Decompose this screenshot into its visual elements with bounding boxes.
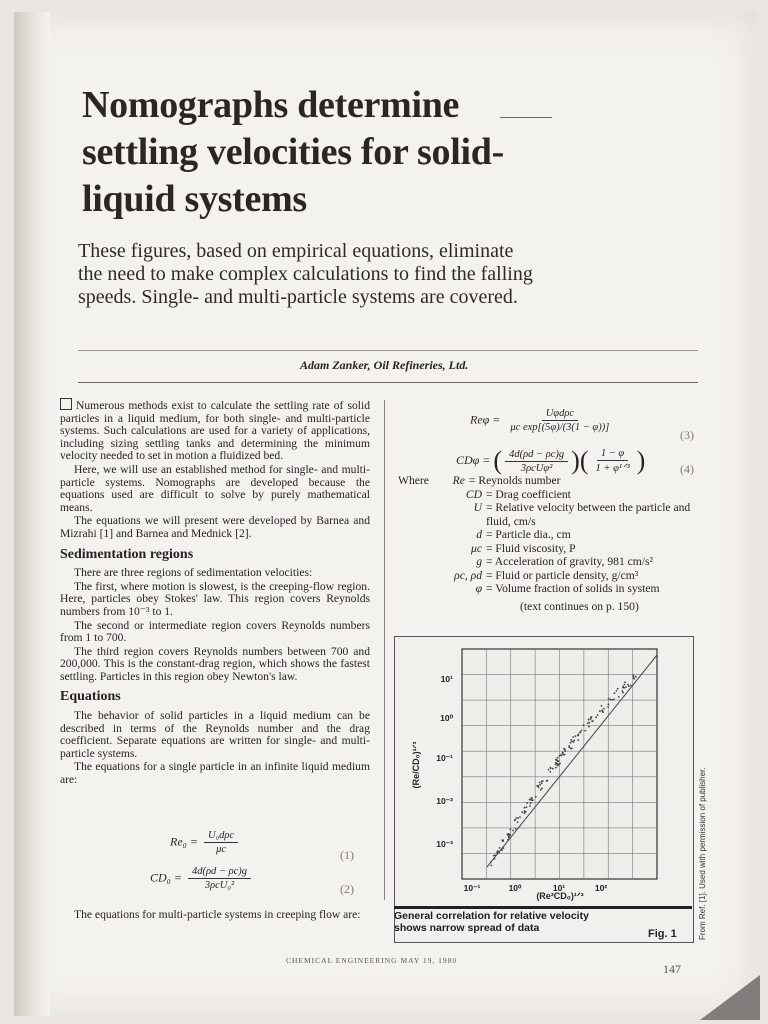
data-point <box>570 742 572 744</box>
data-point <box>599 710 601 712</box>
equation-1-number: (1) <box>340 848 354 862</box>
nomenclature-row: φ = Volume fraction of solids in system <box>475 582 660 595</box>
data-point <box>622 686 624 688</box>
data-point <box>584 730 586 732</box>
data-point <box>493 855 495 857</box>
data-point <box>539 784 541 786</box>
data-point <box>537 785 539 787</box>
journal-footer: CHEMICAL ENGINEERING MAY 19, 1980 <box>286 956 458 965</box>
data-point <box>521 811 523 813</box>
nomenclature-row: Where Re = Reynolds number <box>398 474 561 487</box>
data-point <box>510 828 512 830</box>
data-point <box>588 726 590 728</box>
data-point <box>561 755 563 757</box>
nomenclature-row: μc = Fluid viscosity, P <box>471 541 576 555</box>
figure-caption: General correlation for relative velocity shows narrow spread of data <box>394 910 589 934</box>
data-point <box>570 739 572 741</box>
data-point <box>563 748 565 750</box>
data-point <box>588 719 590 721</box>
data-point <box>607 706 609 708</box>
data-point <box>531 799 533 801</box>
data-point <box>568 746 570 748</box>
data-point <box>502 839 504 841</box>
y-tick-label: 10¹ <box>440 674 453 684</box>
paragraph: There are three regions of sedimentation velocities: <box>74 566 313 580</box>
data-point <box>490 861 492 863</box>
data-point <box>579 732 581 734</box>
byline-rule-bottom <box>78 382 698 383</box>
y-tick-label: 10⁻² <box>436 796 453 806</box>
data-point <box>555 767 557 769</box>
data-point <box>577 735 579 737</box>
paragraph: The third region covers Reynolds numbers between 700 and 200,000. This is the constant-drag region, which shows the fastest settling. Particles in this region obey Newton's law. <box>60 644 370 683</box>
data-point <box>512 830 514 832</box>
body-column-left-tail <box>60 909 370 923</box>
data-point <box>497 850 499 852</box>
body-column-left <box>60 398 370 788</box>
y-tick-label: 10⁰ <box>440 713 453 723</box>
data-point <box>501 849 503 851</box>
data-point <box>526 806 528 808</box>
x-tick-label: 10¹ <box>552 883 566 893</box>
nomenclature-row: d = Particle dia., cm <box>476 528 571 541</box>
data-point <box>571 748 573 750</box>
data-point <box>564 754 566 756</box>
paragraph: The behavior of solid particles in a liquid medium can be described in terms of the Reynolds number and the drag coefficient. Separate equations are written for single- and multi-particle systems. <box>60 709 370 760</box>
data-point <box>541 782 543 784</box>
data-point <box>546 780 548 782</box>
data-point <box>627 684 629 686</box>
x-tick-label: 10² <box>594 883 608 893</box>
data-point <box>595 716 597 718</box>
data-point <box>572 736 574 738</box>
data-point <box>539 782 541 784</box>
data-point <box>498 852 500 854</box>
nomenclature-row: ρc, ρd = Fluid or particle density, g/cm³ <box>454 568 639 582</box>
continuation-note: (text continues on p. 150) <box>520 600 639 613</box>
data-point <box>577 739 579 741</box>
data-point <box>557 765 559 767</box>
x-tick-label: 10⁻¹ <box>463 883 481 893</box>
data-point <box>508 833 510 835</box>
data-point <box>562 753 564 755</box>
page-number: 147 <box>663 962 681 976</box>
column-divider <box>384 400 385 900</box>
x-tick-label: 10⁰ <box>508 883 522 893</box>
equation-3: Reφ = $\frac{\text{Uφdρc}}{\text{μc exp[(5φ)/(3(1 − φ))]}}$ <box>470 408 610 433</box>
data-point <box>557 757 559 759</box>
data-point <box>591 716 593 718</box>
data-point <box>622 690 624 692</box>
equation-4-number: (4) <box>680 462 694 476</box>
byline-rule-top <box>78 350 698 351</box>
data-point <box>583 724 585 726</box>
data-point <box>555 759 557 761</box>
data-point <box>507 839 509 841</box>
data-point <box>590 718 592 720</box>
paragraph: The equations we will present were developed by Barnea and Mizrahi [1] and Barnea and Mednick [2]. <box>60 514 370 540</box>
data-point <box>541 780 543 782</box>
paragraph: The second or intermediate region covers Reynolds numbers from 1 to 700. <box>60 618 370 645</box>
data-point <box>559 763 561 765</box>
data-point <box>559 755 561 757</box>
data-point <box>529 805 531 807</box>
equation-2-number: (2) <box>340 882 354 896</box>
paragraph: The first, where motion is slowest, is the creeping-flow region. Here, particles obey Stokes' law. This region covers Reynolds numbers from 10⁻³ to 1. <box>60 579 370 618</box>
data-point <box>540 789 542 791</box>
data-point <box>573 741 575 743</box>
data-point <box>503 847 505 849</box>
nomenclature-row: CD = Drag coefficient <box>465 487 571 501</box>
section-heading-equations: Equations <box>60 689 121 705</box>
caption-bar <box>394 906 692 909</box>
data-point <box>552 768 554 770</box>
data-point <box>581 730 583 732</box>
x-axis-label: (Re²CD₀)¹ᐟ³ <box>536 891 584 901</box>
data-point <box>592 720 594 722</box>
data-point <box>530 802 532 804</box>
figure-1 <box>394 636 694 943</box>
equation-1: Re₀ = $\frac{\text{U₀dρc}}{\mu c}$ <box>170 830 241 855</box>
section-heading-sedimentation: Sedimentation regions <box>60 546 194 562</box>
data-point <box>516 817 518 819</box>
data-point <box>515 828 517 830</box>
data-point <box>524 807 526 809</box>
data-point <box>526 802 528 804</box>
checkbox-bullet-icon <box>60 398 72 410</box>
data-point <box>555 762 557 764</box>
data-point <box>597 714 599 716</box>
data-point <box>548 769 550 771</box>
data-point <box>635 676 637 678</box>
data-point <box>490 865 492 867</box>
byline: Adam Zanker, Oil Refineries, Ltd. <box>300 358 469 372</box>
nomenclature-row: g = Acceleration of gravity, 981 cm/s² <box>476 555 654 568</box>
data-point <box>524 810 526 812</box>
data-point <box>514 819 516 821</box>
figure-label: Fig. 1 <box>648 928 677 940</box>
nomenclature-row: U = Relative velocity between the particle and fluid, cm/s <box>473 501 691 528</box>
data-point <box>587 722 589 724</box>
y-tick-label: 10⁻¹ <box>436 753 453 763</box>
figure-credit: From Ref. [1]. Used with permission of publisher. <box>698 767 707 940</box>
y-tick-label: 10⁻³ <box>436 839 453 849</box>
data-point <box>531 797 533 799</box>
equation-4: CDφ = ( $\frac{4d(\rho d - \rho c)g}{\text{3ρcUφ²}}$ )( $\frac{1 - \varphi}{\text{1 + φ¹ᐟ³}}$ ) <box>456 446 646 475</box>
paragraph: Numerous methods exist to calculate the settling rate of solid particles in a liquid medium, for both single- and multi-particle systems. Such calculations are used for a variety of applications, including sizing settling tanks and determining the minimum velocity needed to set in motion a fluidized bed. <box>60 399 370 463</box>
equation-3-number: (3) <box>680 428 694 442</box>
data-point <box>617 688 619 690</box>
correlation-plot <box>395 637 693 907</box>
data-point <box>618 696 620 698</box>
data-point <box>499 847 501 849</box>
data-point <box>611 699 613 701</box>
paragraph: The equations for multi-particle systems in creeping flow are: <box>74 908 361 921</box>
data-point <box>558 760 560 762</box>
data-point <box>519 816 521 818</box>
data-point <box>613 699 615 701</box>
data-point <box>608 704 610 706</box>
page-binding-shadow <box>14 12 50 1016</box>
data-point <box>602 711 604 713</box>
data-point <box>550 768 552 770</box>
data-point <box>610 699 612 701</box>
folded-corner <box>700 975 760 1020</box>
data-point <box>564 750 566 752</box>
data-point <box>517 821 519 823</box>
data-point <box>614 692 616 694</box>
data-point <box>575 735 577 737</box>
data-point <box>541 788 543 790</box>
data-point <box>549 771 551 773</box>
data-point <box>633 678 635 680</box>
paragraph: The equations for a single particle in an infinite liquid medium are: <box>60 760 370 787</box>
nomenclature-list <box>398 474 698 596</box>
article-title: Nomographs determine settling velocities for solid-liquid systems <box>82 84 504 220</box>
data-point <box>603 708 605 710</box>
article-deck: These figures, based on empirical equations, eliminate the need to make complex calculations to find the falling speeds. Single- and multi-particle systems are covered. <box>78 240 533 308</box>
data-point <box>630 685 632 687</box>
data-point <box>625 686 627 688</box>
data-point <box>624 681 626 683</box>
y-axis-label: (Re/CD₀)¹ᐟ³ <box>411 741 421 789</box>
data-point <box>524 812 526 814</box>
data-point <box>608 698 610 700</box>
paragraph: Here, we will use an established method for single- and multi-particle systems. Nomographs are developed because the equations used are difficult to solve by purely mathematical means. <box>60 462 370 514</box>
data-point <box>624 684 626 686</box>
equation-2: CD₀ = $\frac{4d(\rho d - \rho c)g}{\text{3ρcU₀²}}$ <box>150 866 254 891</box>
data-point <box>517 817 519 819</box>
data-point <box>616 690 618 692</box>
data-point <box>494 858 496 860</box>
data-point <box>622 692 624 694</box>
data-point <box>535 796 537 798</box>
data-point <box>494 854 496 856</box>
data-point <box>601 705 603 707</box>
